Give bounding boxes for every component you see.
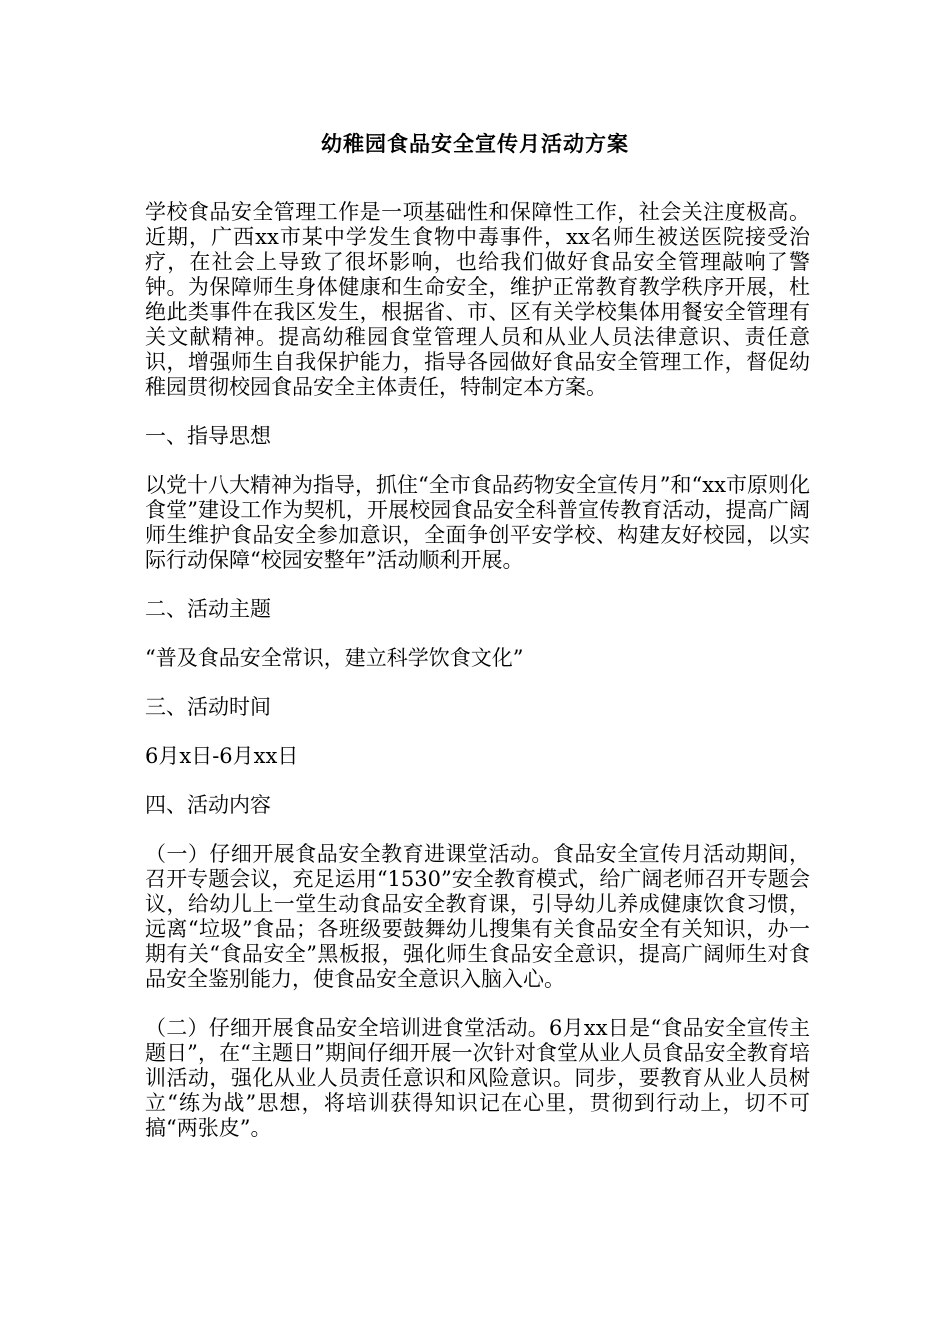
section-heading-activity-theme: 二、活动主题 (145, 597, 271, 621)
section-heading-activity-time: 三、活动时间 (145, 695, 271, 719)
section-heading-activity-content: 四、活动内容 (145, 793, 271, 817)
paragraph-intro: 学校食品安全管理工作是一项基础性和保障性工作，社会关注度极高。近期，广西xx市某中学发生食物中毒事件，xx名师生被送医院接受治疗，在社会上导致了很坏影响，也给我们做好食品安全管理敲响了警钟。为保障师生身体健康和生命安全，维护正常教育教学秩序开展，杜绝此类事件在我区发生，根据省、市、区有关学校集体用餐安全管理有关文献精神。提高幼稚园食堂管理人员和从业人员法律意识、责任意识，增强师生自我保护能力，指导各园做好食品安全管理工作，督促幼稚园贯彻校园食品安全主体责任，特制定本方案。 (145, 200, 810, 399)
document-title: 幼稚园食品安全宣传月活动方案 (321, 131, 629, 156)
paragraph-content-item-1: （一）仔细开展食品安全教育进课堂活动。食品安全宣传月活动期间，召开专题会议，充足运用“1530”安全教育模式，给广阔老师召开专题会议，给幼儿上一堂生动食品安全教育课，引导幼儿养成健康饮食习惯，远离“垃圾”食品；各班级要鼓舞幼儿搜集有关食品安全有关知识，办一期有关“食品安全”黑板报，强化师生食品安全意识，提高广阔师生对食品安全鉴别能力，使食品安全意识入脑入心。 (145, 842, 810, 991)
paragraph-activity-theme: “普及食品安全常识，建立科学饮食文化” (145, 646, 524, 670)
section-heading-guiding-ideology: 一、指导思想 (145, 424, 271, 448)
paragraph-content-item-2: （二）仔细开展食品安全培训进食堂活动。6月xx日是“食品安全宣传主题日”，在“主题日”期间仔细开展一次针对食堂从业人员食品安全教育培训活动，强化从业人员责任意识和风险意识。同步，要教育从业人员树立“练为战”思想，将培训获得知识记在心里，贯彻到行动上，切不可搞“两张皮”。 (145, 1016, 810, 1140)
document-body (145, 200, 810, 1165)
paragraph-guiding-ideology: 以党十八大精神为指导，抓住“全市食品药物安全宣传月”和“xx市原则化食堂”建设工作为契机，开展校园食品安全科普宣传教育活动，提高广阔师生维护食品安全参加意识，全面争创平安学校、构建友好校园，以实际行动保障“校园安整年”活动顺利开展。 (145, 473, 810, 572)
paragraph-activity-time: 6月x日-6月xx日 (145, 744, 299, 768)
